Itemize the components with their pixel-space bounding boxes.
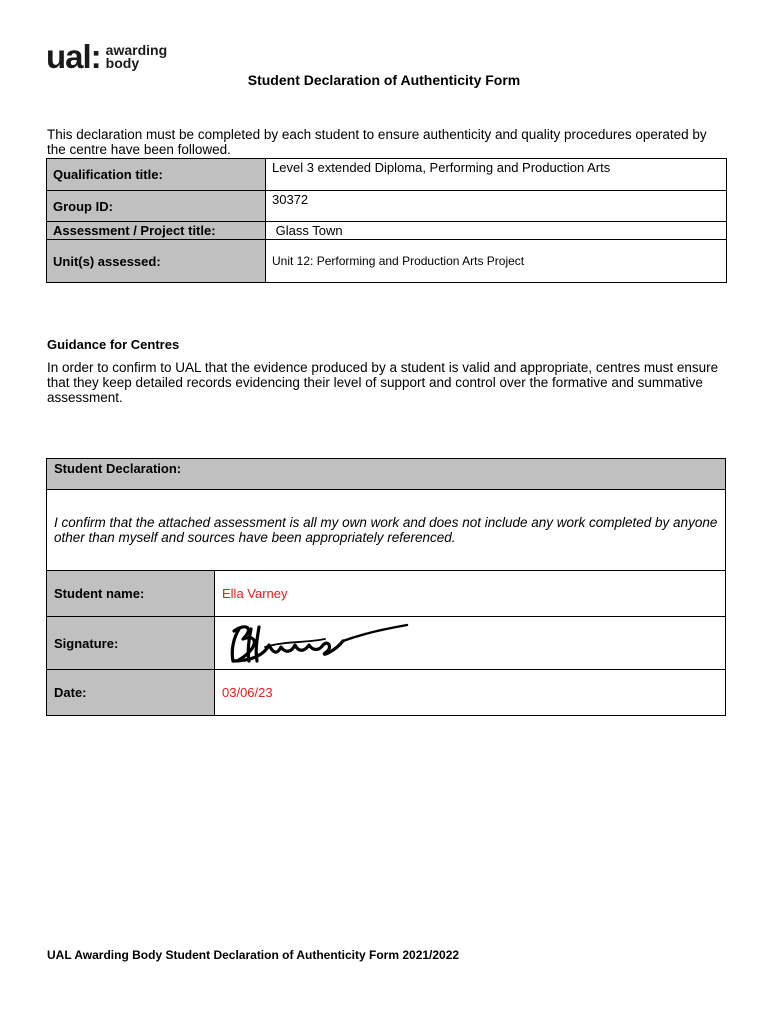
table-row	[47, 670, 726, 716]
table-row	[47, 459, 726, 490]
group-id-value: 30372	[266, 191, 727, 222]
qualification-value: Level 3 extended Diploma, Performing and Production Arts	[266, 159, 727, 191]
signature-label: Signature:	[47, 617, 215, 670]
group-id-label: Group ID:	[47, 191, 266, 222]
table-row	[47, 571, 726, 617]
form-title: Student Declaration of Authenticity Form	[247, 72, 521, 88]
units-assessed-label: Unit(s) assessed:	[47, 240, 266, 283]
logo-line-1: awarding	[105, 42, 168, 58]
logo-line-2: body	[105, 55, 140, 71]
date-value: 03/06/23	[215, 670, 726, 716]
date-label: Date:	[47, 670, 215, 716]
student-name-value: Ella Varney	[215, 571, 726, 617]
guidance-text: In order to confirm to UAL that the evidence produced by a student is valid and appropriate, centres must ensure that they keep detailed records evidencing their level of support and control over the formative and summative assessment.	[47, 360, 719, 405]
table-row	[47, 240, 727, 283]
declaration-table	[46, 458, 726, 716]
units-assessed-value: Unit 12: Performing and Production Arts Project	[266, 240, 727, 283]
student-name-label: Student name:	[47, 571, 215, 617]
page-footer: UAL Awarding Body Student Declaration of Authenticity Form 2021/2022	[47, 948, 460, 962]
guidance-heading: Guidance for Centres	[47, 337, 180, 352]
declaration-heading: Student Declaration:	[47, 459, 726, 490]
handwritten-signature	[225, 617, 425, 669]
project-title-value: Glass Town	[266, 222, 727, 240]
signature-cell	[215, 617, 726, 670]
table-row	[47, 490, 726, 571]
ual-logo	[46, 40, 167, 73]
table-row	[47, 222, 727, 240]
intro-text: This declaration must be completed by each student to ensure authenticity and quality procedures operated by the centre have been followed.	[47, 127, 707, 157]
table-row	[47, 617, 726, 670]
logo-mark: ual:	[46, 38, 101, 75]
table-row	[47, 159, 727, 191]
qualification-label: Qualification title:	[47, 159, 266, 191]
declaration-statement: I confirm that the attached assessment is all my own work and does not include any work completed by anyone other than myself and sources have been appropriately referenced.	[47, 490, 726, 571]
project-title-label: Assessment / Project title:	[47, 222, 266, 240]
details-table	[46, 158, 727, 283]
table-row	[47, 191, 727, 222]
logo-subtitle	[106, 44, 167, 70]
